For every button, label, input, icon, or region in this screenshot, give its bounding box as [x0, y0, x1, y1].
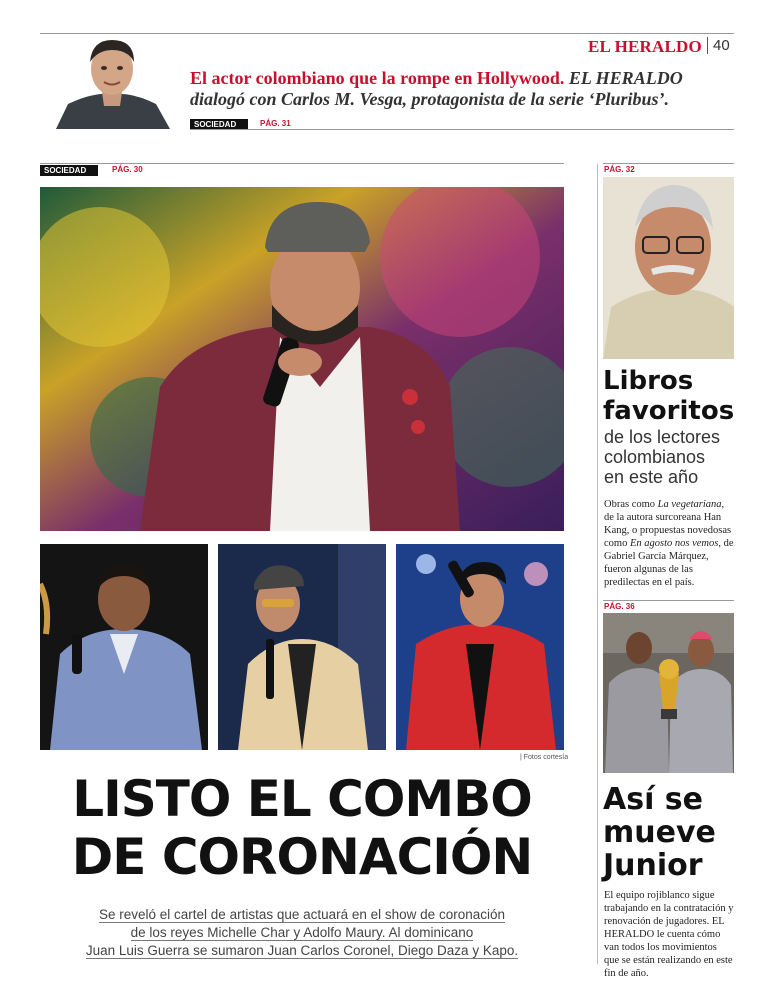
sidebar-story2-title-line-2: mueve [603, 815, 716, 850]
sidebar-story1-body [604, 498, 734, 589]
sidebar-story1-body-part-3: , de la autora surcoreana Han Kang, o propuestas novedosas como [604, 499, 732, 549]
brand-separator [707, 37, 708, 54]
sidebar-story1-page-ref[interactable]: PÁG. 32 [604, 165, 635, 174]
artist-photo-3[interactable] [396, 544, 564, 750]
main-top-rule [40, 163, 564, 164]
main-page-ref[interactable]: PÁG. 30 [112, 165, 143, 174]
headline-line-2: DE CORONACIÓN [71, 828, 533, 886]
artist-photo-2[interactable] [218, 544, 386, 750]
sidebar-story1-body-part-5: , de Gabriel García Márquez, fueron algunas de las predilectas en el país. [604, 538, 734, 588]
book-title-en-agosto: En agosto nos vemos [629, 538, 719, 549]
teaser-headline: El actor colombiano que la rompe en Hollywood. [190, 68, 565, 88]
sidebar-story1-title-line-1: Libros [603, 366, 694, 396]
sidebar-story2-body: El equipo rojiblanco sigue trabajando en la contratación y renovación de jugadores. EL HERALDO le cuenta cómo van todos los movimientos que se están realizando en este fin de año. [604, 890, 734, 979]
sidebar-story2-page-ref[interactable]: PÁG. 36 [604, 602, 635, 611]
page-number: 40 [713, 37, 730, 54]
teaser-body: EL HERALDO dialogó con Carlos M. Vesga, protagonista de la serie ‘Pluribus’. [190, 68, 683, 109]
sidebar-divider [597, 164, 598, 964]
sidebar-story2-title[interactable] [603, 783, 716, 882]
sidebar-story2-title-line-3: Junior [603, 848, 703, 883]
sidebar-story1-body-part-1: Obras como [604, 499, 658, 510]
masthead-brand[interactable]: EL HERALDO [588, 37, 702, 56]
teaser-page-ref[interactable]: PÁG. 31 [260, 119, 291, 128]
main-deck [60, 906, 544, 960]
sidebar-story1-subtitle-line-1: de los lectores [604, 427, 721, 447]
teaser-story[interactable] [190, 68, 735, 110]
book-title-la-vegetariana: La vegetariana [657, 499, 722, 510]
sidebar-story1-title[interactable] [603, 366, 734, 426]
sidebar-story1-subtitle-line-3: en este año [604, 467, 699, 487]
sidebar-story1-subtitle [604, 427, 720, 487]
sidebar-story2-rule [603, 600, 734, 601]
deck-line-3: Juan Luis Guerra se sumaron Juan Carlos Coronel, Diego Daza y Kapo. [85, 943, 519, 958]
artist-photo-1[interactable] [40, 544, 208, 750]
main-singer-photo[interactable] [40, 187, 564, 531]
sidebar-story1-subtitle-line-2: colombianos [604, 447, 706, 467]
deck-line-1: Se reveló el cartel de artistas que actuará en el show de coronación [99, 907, 505, 922]
headline-line-1: LISTO EL COMBO [72, 770, 532, 828]
teaser-bottom-rule [190, 129, 734, 130]
teaser-section-tag: SOCIEDAD [190, 119, 248, 130]
deck-line-2: de los reyes Michelle Char y Adolfo Maury. Al dominicano [130, 925, 474, 940]
sidebar-story2-photo[interactable] [603, 613, 734, 773]
sidebar-story2-title-line-1: Así se [603, 782, 704, 817]
main-headline[interactable] [40, 770, 564, 886]
sidebar-story1-title-line-2: favoritos [603, 396, 735, 426]
main-section-tag: SOCIEDAD [40, 165, 98, 176]
teaser-actor-photo[interactable] [48, 34, 176, 129]
sidebar-story1-photo[interactable] [603, 177, 734, 359]
sidebar-story1-rule [603, 163, 734, 164]
photo-credit: | Fotos cortesía [520, 754, 569, 761]
